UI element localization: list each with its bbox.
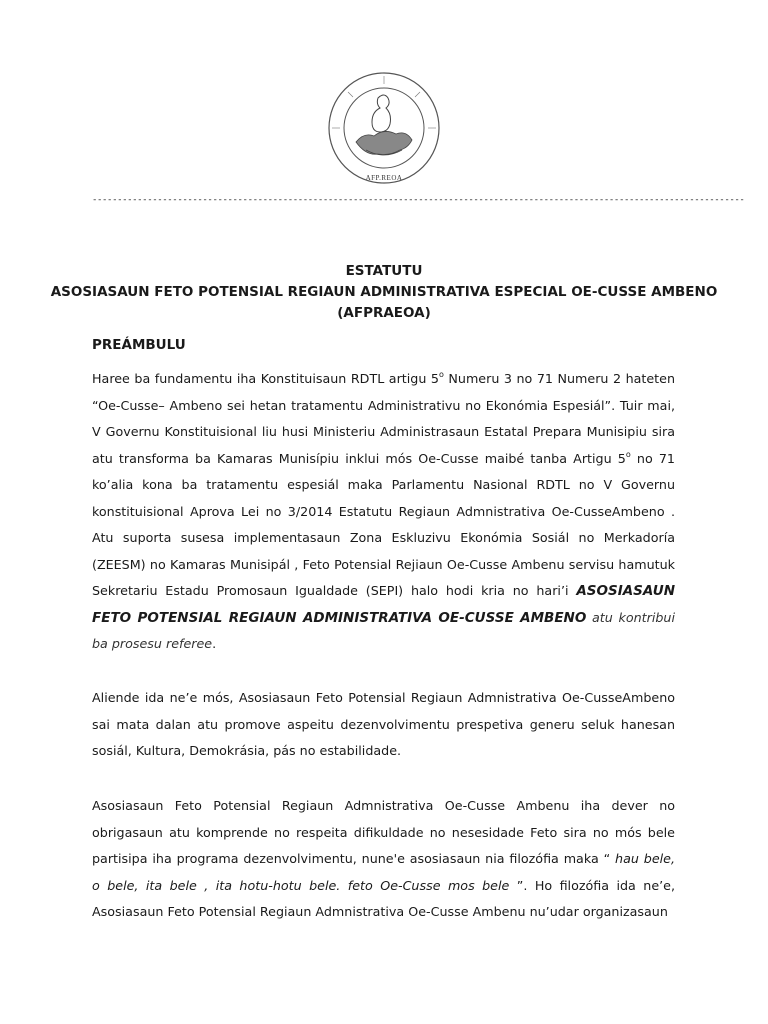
text-run: Numeru 3 no 71 Numeru 2 hateten “Oe-Cusse– Ambeno sei hetan tratamentu Administrativu no Ekonómia Espesiál”. Tuir mai, V Governu Konstituisional liu husi Ministeriu Administrasaun Estatal Prepara Munisipiu sira atu transforma ba Kamaras Munisípiu inklui mós Oe-Cusse maibé tanba Artigu 5 [92,371,675,466]
italic-run: atu kontribui ba prosesu referee [92,609,676,651]
preamble-heading: PREÁMBULU [92,337,186,353]
emphasis-organization-name: ASOSIASAUN FETO POTENSIAL REGIAUN ADMINISTRATIVA OE-CUSSE AMBENO [92,583,675,626]
text-run: ”. Ho filozófia ida ne’e, Asosiasaun Feto Potensial Regiaun Admnistrativa Oe-Cusse Ambenu nu’udar organizasaun [92,877,675,919]
document-title: ESTATUTU [345,263,423,279]
text-run: Asosiasaun Feto Potensial Regiaun Admnistrativa Oe-Cusse Ambenu iha dever no obrigasaun atu komprende no respeita difikuldade no nesesidade Feto sira no mós bele partisipa iha programa dezenvolvimentu, nune'e asosiasaun nia filozófia maka “ [92,798,675,866]
text-run: Haree ba fundamentu iha Konstituisaun RDTL artigu 5 [92,371,439,386]
text-run: no 71 ko’alia kona ba tratamentu espesiál maka Parlamentu Nasional RDTL no V Governu konstituisional Aprova Lei no 3/2014 Estatutu Regiaun Admnistrativa Oe-CusseAmbeno . Atu suporta susesa implementasaun Zona Eskluzivu Ekonómia Sosiál no Merkadoría (ZEESM) no Kamaras Munisipál , Feto Potensial Rejiaun Oe-Cusse Ambenu servisu hamutuk Sekretariu Estadu Promosaun Igualdade (SEPI) halo hodi kria no hari’i [92,450,676,598]
organization-acronym: (AFPRAEOA) [337,305,431,321]
separator-line: ---------------------------------------------------------------------------------------------------------------------------------- [92,195,745,205]
seal-caption: AFP.REOA [365,174,403,182]
text-run: . [212,636,217,651]
preamble-paragraph-2: Aliende ida ne’e mós, Asosiasaun Feto Potensial Regiaun Admnistrativa Oe-CusseAmbeno sai mata dalan atu promove aspeitu dezenvolvimentu prespetiva generu seluk hanesan sosiál, Kultura, Demokrásia, pás no estabilidade. [92,690,675,758]
superscript: o [438,370,444,379]
superscript: o [625,449,631,459]
preamble-paragraph-1 [92,366,675,658]
italic-motto: hau bele, o bele, ita bele , ita hotu-hotu bele. feto Oe-Cusse mos bele [92,851,675,893]
organization-name: ASOSIASAUN FETO POTENSIAL REGIAUN ADMINISTRATIVA ESPECIAL OE-CUSSE AMBENO [50,284,718,300]
organization-seal-icon [326,70,442,186]
preamble-paragraph-3 [92,793,675,926]
